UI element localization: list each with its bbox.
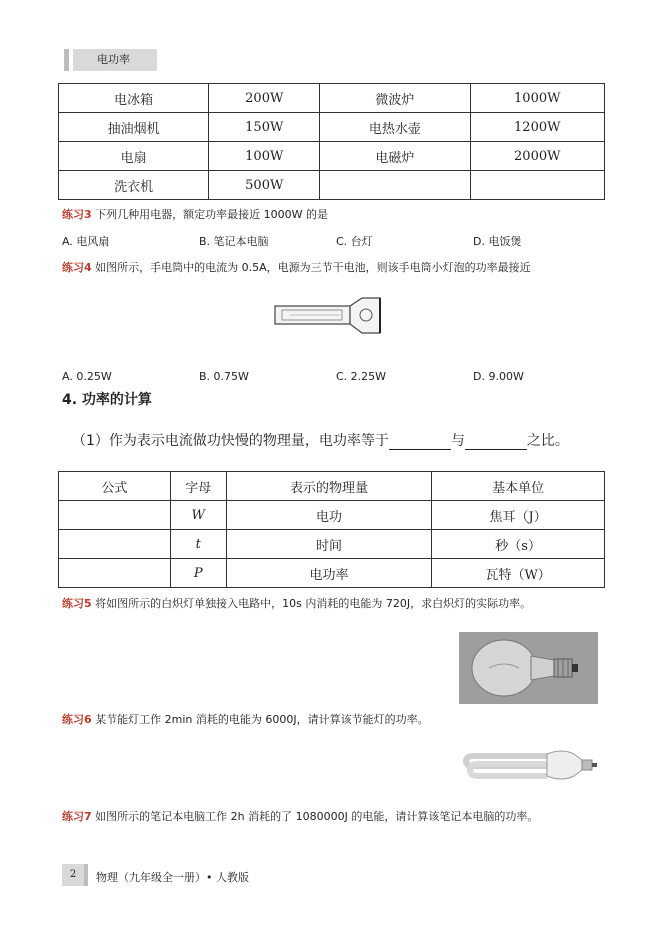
table-cell [470, 171, 604, 200]
exercise-7-question [62, 808, 607, 825]
table-cell: 焦耳（J） [432, 501, 605, 530]
section-title: 4. 功率的计算 [62, 392, 152, 408]
exercise-text: 将如图所示的白炽灯单独接入电路中，10s 内消耗的电能为 720J，求白炽灯的实际功率。 [95, 597, 532, 610]
table-cell: 100W [209, 142, 320, 171]
exercise-3-question [62, 206, 607, 223]
table-cell: 200W [209, 84, 320, 113]
option-c: C. 2.25W [336, 370, 387, 383]
table-cell[interactable] [59, 501, 171, 530]
fill-in-question [72, 430, 569, 450]
column-header: 表示的物理量 [226, 472, 432, 501]
question-text: 与 [450, 433, 465, 449]
option-c: C. 台灯 [336, 235, 373, 248]
chapter-title: 电功率 [73, 49, 157, 71]
table-cell: P [170, 559, 226, 588]
appliance-power-table [58, 83, 605, 200]
table-row [59, 501, 605, 530]
table-cell: 500W [209, 171, 320, 200]
table-cell: 秒（s） [432, 530, 605, 559]
formula-table [58, 471, 605, 588]
table-cell: 电功 [226, 501, 432, 530]
table-cell: 电热水壶 [320, 113, 470, 142]
question-text: （1）作为表示电流做功快慢的物理量，电功率等于 [72, 433, 389, 449]
table-header-row [59, 472, 605, 501]
table-cell: 1200W [470, 113, 604, 142]
table-cell: 洗衣机 [59, 171, 209, 200]
flashlight-figure [270, 293, 385, 338]
exercise-tag: 练习5 [62, 597, 92, 610]
answer-blank[interactable] [389, 435, 451, 450]
exercise-text: 某节能灯工作 2min 消耗的电能为 6000J，请计算该节能灯的功率。 [95, 713, 429, 726]
option-b: B. 笔记本电脑 [199, 235, 269, 248]
option-a: A. 电风扇 [62, 235, 110, 248]
answer-blank[interactable] [465, 435, 527, 450]
table-row [59, 530, 605, 559]
exercise-text: 下列几种用电器，额定功率最接近 1000W 的是 [95, 208, 329, 221]
table-cell: 2000W [470, 142, 604, 171]
table-cell: 抽油烟机 [59, 113, 209, 142]
exercise-6-question [62, 711, 607, 728]
table-cell[interactable] [59, 530, 171, 559]
header-accent-bar [64, 49, 69, 71]
footer-accent-bar [84, 864, 88, 886]
table-cell: 时间 [226, 530, 432, 559]
energy-saving-lamp-image [462, 740, 600, 788]
column-header: 字母 [170, 472, 226, 501]
exercise-text: 如图所示，手电筒中的电流为 0.5A，电源为三节干电池，则该手电筒小灯泡的功率最接近 [95, 261, 531, 274]
table-cell: 电冰箱 [59, 84, 209, 113]
table-cell: 150W [209, 113, 320, 142]
exercise-text: 如图所示的笔记本电脑工作 2h 消耗的了 1080000J 的电能，请计算该笔记本电脑的功率。 [95, 810, 539, 823]
table-cell: W [170, 501, 226, 530]
exercise-tag: 练习3 [62, 208, 92, 221]
question-text: 之比。 [526, 433, 569, 449]
table-cell: t [170, 530, 226, 559]
table-row [59, 84, 605, 113]
option-b: B. 0.75W [199, 370, 249, 383]
exercise-tag: 练习6 [62, 713, 92, 726]
table-cell[interactable] [59, 559, 171, 588]
page-number: 2 [62, 864, 84, 886]
exercise-5-question [62, 595, 607, 612]
book-title: 物理（九年级全一册）• 人教版 [96, 871, 249, 884]
column-header: 基本单位 [432, 472, 605, 501]
table-row [59, 559, 605, 588]
table-cell [320, 171, 470, 200]
table-cell: 微波炉 [320, 84, 470, 113]
option-d: D. 9.00W [473, 370, 524, 383]
table-cell: 瓦特（W） [432, 559, 605, 588]
table-cell: 电功率 [226, 559, 432, 588]
light-bulb-image [459, 632, 598, 704]
option-a: A. 0.25W [62, 370, 112, 383]
exercise-tag: 练习7 [62, 810, 92, 823]
option-d: D. 电饭煲 [473, 235, 522, 248]
table-row [59, 171, 605, 200]
table-cell: 电扇 [59, 142, 209, 171]
table-cell: 1000W [470, 84, 604, 113]
table-row [59, 113, 605, 142]
exercise-tag: 练习4 [62, 261, 92, 274]
table-row [59, 142, 605, 171]
table-cell: 电磁炉 [320, 142, 470, 171]
column-header: 公式 [59, 472, 171, 501]
exercise-4-question [62, 259, 607, 276]
